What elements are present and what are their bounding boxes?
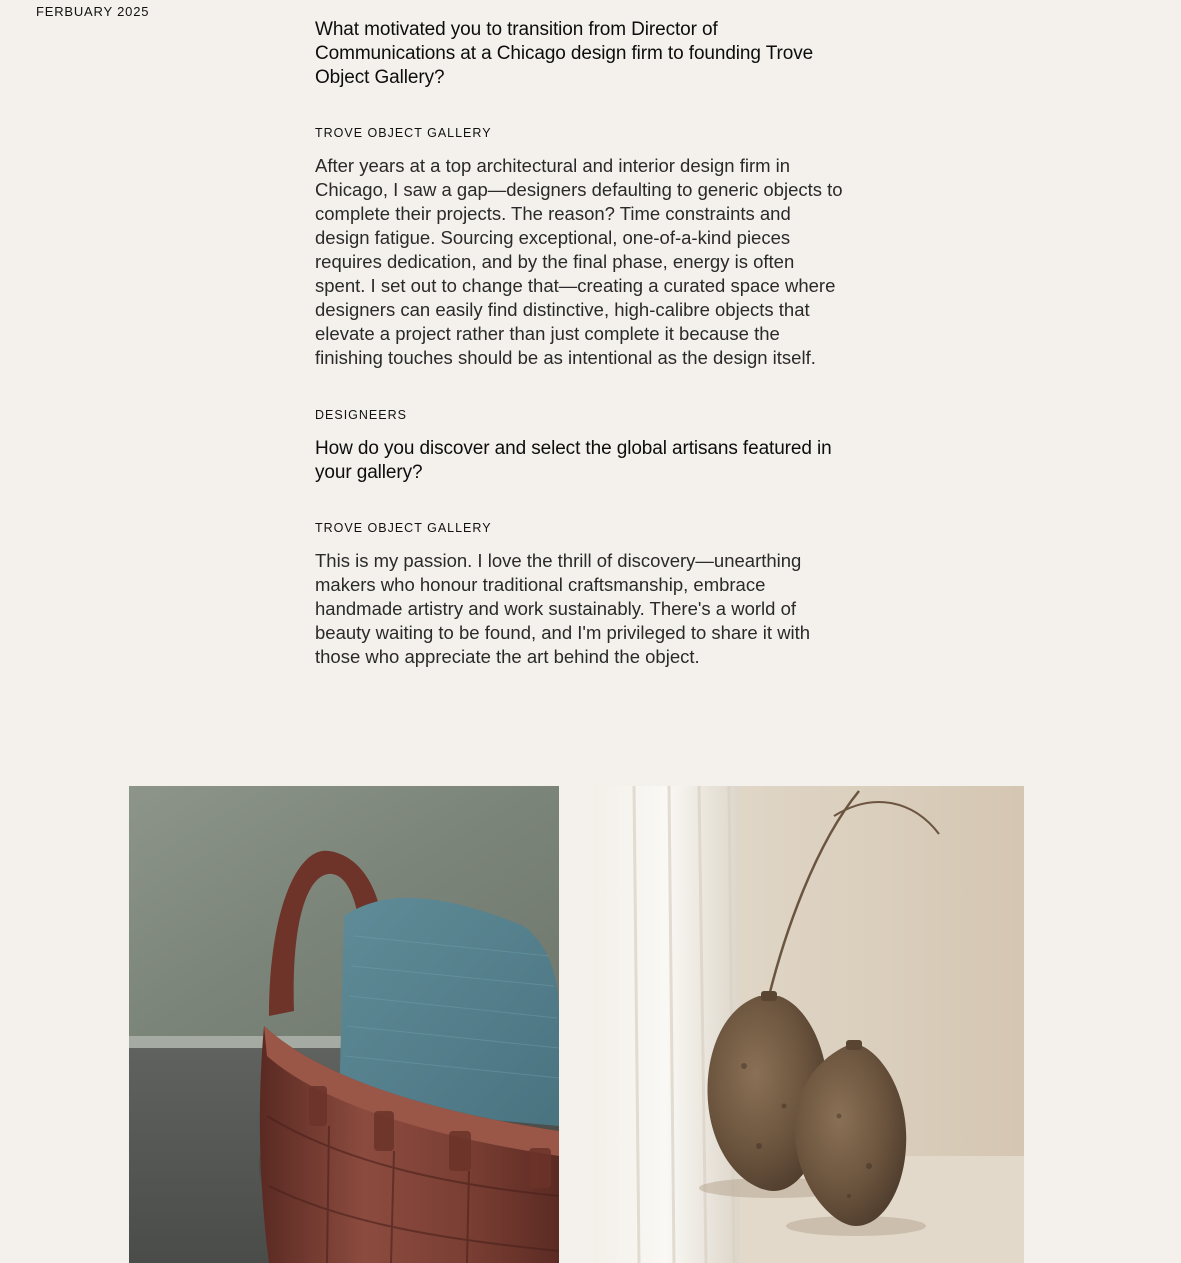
- question-2-speaker: DESIGNEERS: [315, 408, 407, 422]
- question-2: How do you discover and select the global artisans featured in your gallery?: [315, 438, 832, 483]
- answer-2-speaker: TROVE OBJECT GALLERY: [315, 521, 492, 535]
- ceramic-vases-photo: [594, 786, 1024, 1263]
- issue-date: FERBUARY 2025: [36, 4, 150, 19]
- interview-column: [315, 18, 845, 669]
- question-1: What motivated you to transition from Director of Communications at a Chicago design firm to founding Trove Object Gallery?: [315, 19, 814, 88]
- leather-basket-photo: [129, 786, 559, 1263]
- answer-1-speaker: TROVE OBJECT GALLERY: [315, 126, 492, 140]
- answer-2: This is my passion. I love the thrill of discovery—unearthing makers who honour traditional craftsmanship, embrace handmade artistry and work sustainably. There's a world of beauty waiting to be found, and I'm privileged to share it with those who appreciate the art behind the object.: [315, 550, 811, 667]
- answer-1: After years at a top architectural and interior design firm in Chicago, I saw a gap—designers defaulting to generic objects to complete their projects. The reason? Time constraints and design fatigue. Sourcing exceptional, one-of-a-kind pieces requires dedication, and by the final phase, energy is often spent. I set out to change that—creating a curated space where designers can easily find distinctive, high-calibre objects that elevate a project rather than just complete it because the finishing touches should be as intentional as the design itself.: [315, 155, 843, 368]
